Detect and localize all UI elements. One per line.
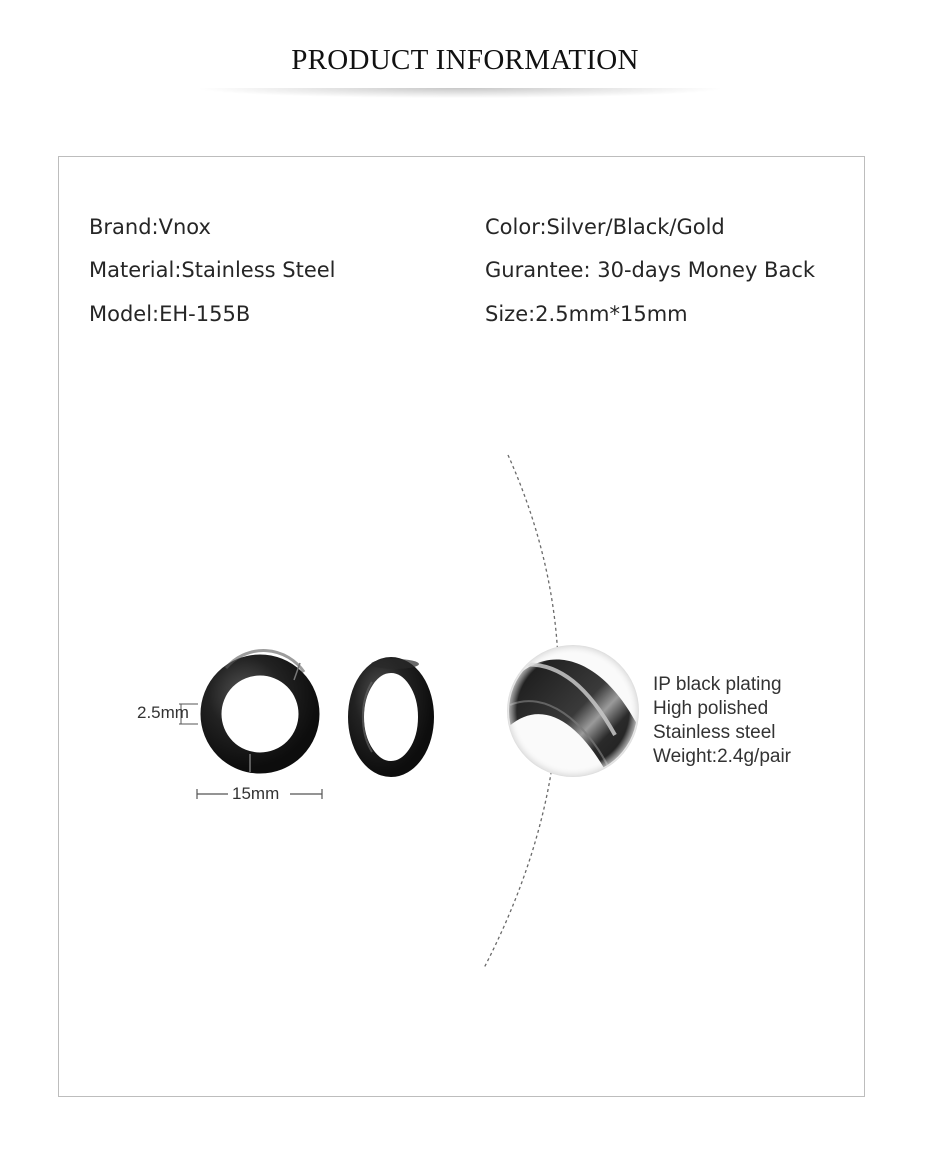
diameter-label: 15mm xyxy=(232,784,280,803)
spec-model: Model:EH-155B xyxy=(89,302,251,326)
spec-size: Size:2.5mm*15mm xyxy=(485,302,688,326)
feature-plating: IP black plating xyxy=(653,674,782,695)
spec-brand: Brand:Vnox xyxy=(89,215,211,239)
magnified-detail xyxy=(505,645,645,800)
spec-color: Color:Silver/Black/Gold xyxy=(485,215,725,239)
spec-material: Material:Stainless Steel xyxy=(89,258,336,282)
feature-finish: High polished xyxy=(653,698,769,719)
spec-guarantee: Gurantee: 30-days Money Back xyxy=(485,258,816,282)
hoop-side-view xyxy=(356,659,426,769)
hoop-front-view xyxy=(211,651,309,772)
feature-weight: Weight:2.4g/pair xyxy=(653,746,792,767)
page-title: PRODUCT INFORMATION xyxy=(291,44,639,76)
thickness-label: 2.5mm xyxy=(137,703,189,722)
feature-material: Stainless steel xyxy=(653,722,776,743)
